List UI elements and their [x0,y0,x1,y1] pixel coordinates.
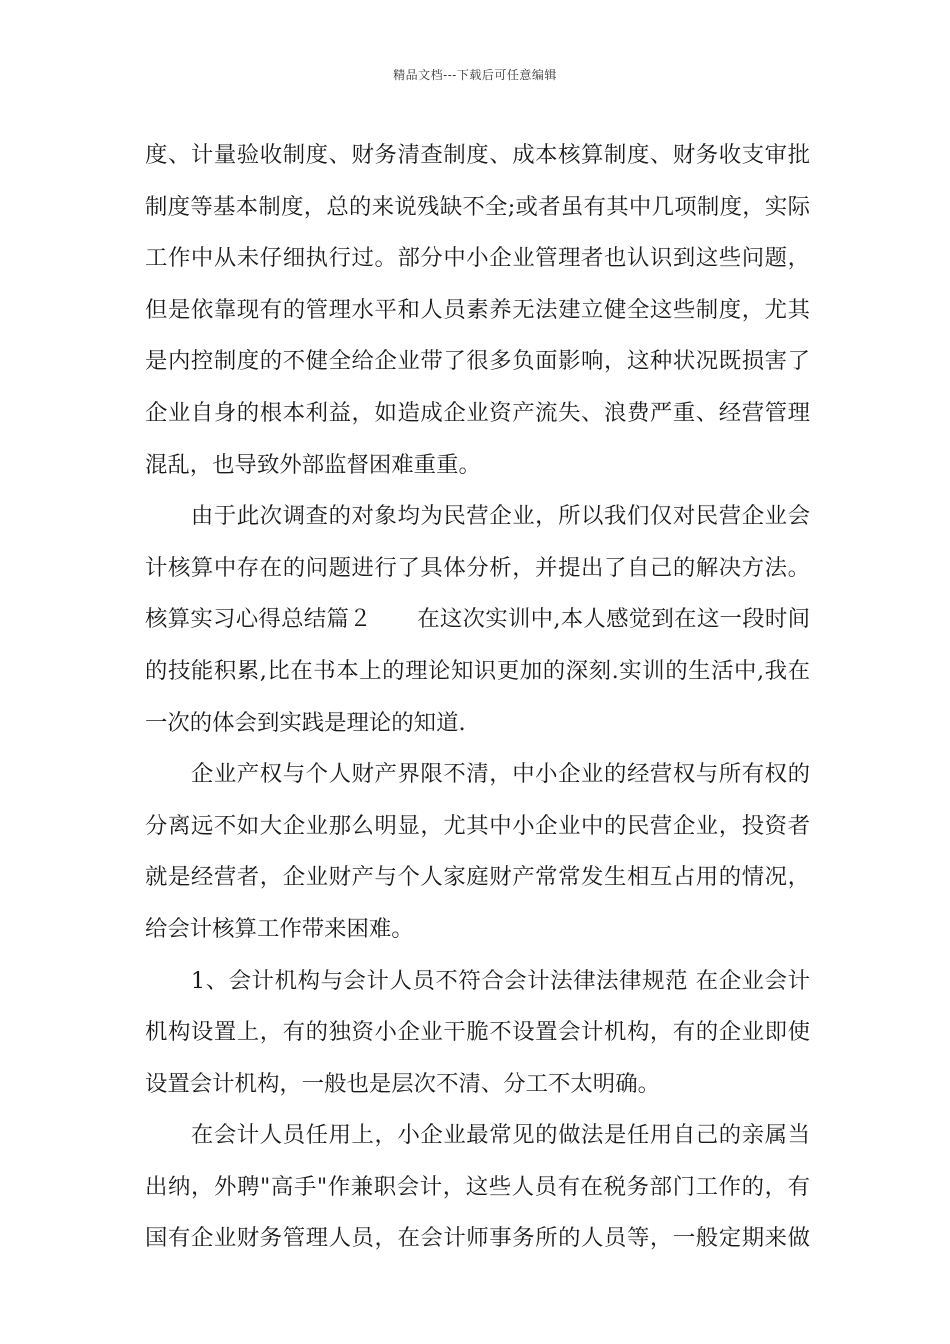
text-line: 度、计量验收制度、财务清查制度、成本核算制度、财务收支审批 [145,142,810,168]
text-line: 的技能积累,比在书本上的理论知识更加的深刻.实训的生活中,我在 [145,657,810,684]
text-line: 设置会计机构，一般也是层次不清、分工不太明确。 [145,1070,660,1097]
text-line: 企业自身的根本利益，如造成企业资产流失、浪费严重、经营管理 [145,399,810,426]
text-line: 计核算中存在的问题进行了具体分析，并提出了自己的解决方法。 [145,554,810,581]
text-line: 由于此次调查的对象均为民营企业，所以我们仅对民营企业会 [145,503,810,530]
text-line: 但是依靠现有的管理水平和人员素养无法建立健全这些制度，尤其 [145,296,810,323]
text-line: 机构设置上，有的独资小企业干脆不设置会计机构，有的企业即使 [145,1019,810,1046]
text-line: 就是经营者，企业财产与个人家庭财产常常发生相互占用的情况， [145,864,810,891]
text-line: 给会计核算工作带来困难。 [145,915,414,942]
text-line: 核算实习心得总结篇２ 在这次实训中,本人感觉到在这一段时间 [145,606,810,633]
text-line: 企业产权与个人财产界限不清，中小企业的经营权与所有权的 [145,761,810,788]
text-line: 出纳，外聘"高手"作兼职会计，这些人员有在税务部门工作的，有 [145,1173,810,1200]
text-line: 在会计人员任用上，小企业最常见的做法是任用自己的亲属当 [145,1122,810,1149]
page-header: 精品文档---下载后可任意编辑 [393,68,557,82]
text-line: 制度等基本制度，总的来说残缺不全;或者虽有其中几项制度，实际 [145,193,810,220]
text-line: 是内控制度的不健全给企业带了很多负面影响，这种状况既损害了 [145,348,810,375]
text-line: 混乱，也导致外部监督困难重重。 [145,451,481,478]
text-line: 国有企业财务管理人员，在会计师事务所的人员等，一般定期来做 [145,1225,810,1252]
text-line: 一次的体会到实践是理论的知道. [145,709,466,736]
text-line: 1、会计机构与会计人员不符合会计法律法律规范 在企业会计 [145,967,810,994]
text-line: 分离远不如大企业那么明显，尤其中小企业中的民营企业，投资者 [145,812,810,839]
document-body [145,130,810,1265]
text-line: 工作中从未仔细执行过。部分中小企业管理者也认识到这些问题， [145,245,810,272]
